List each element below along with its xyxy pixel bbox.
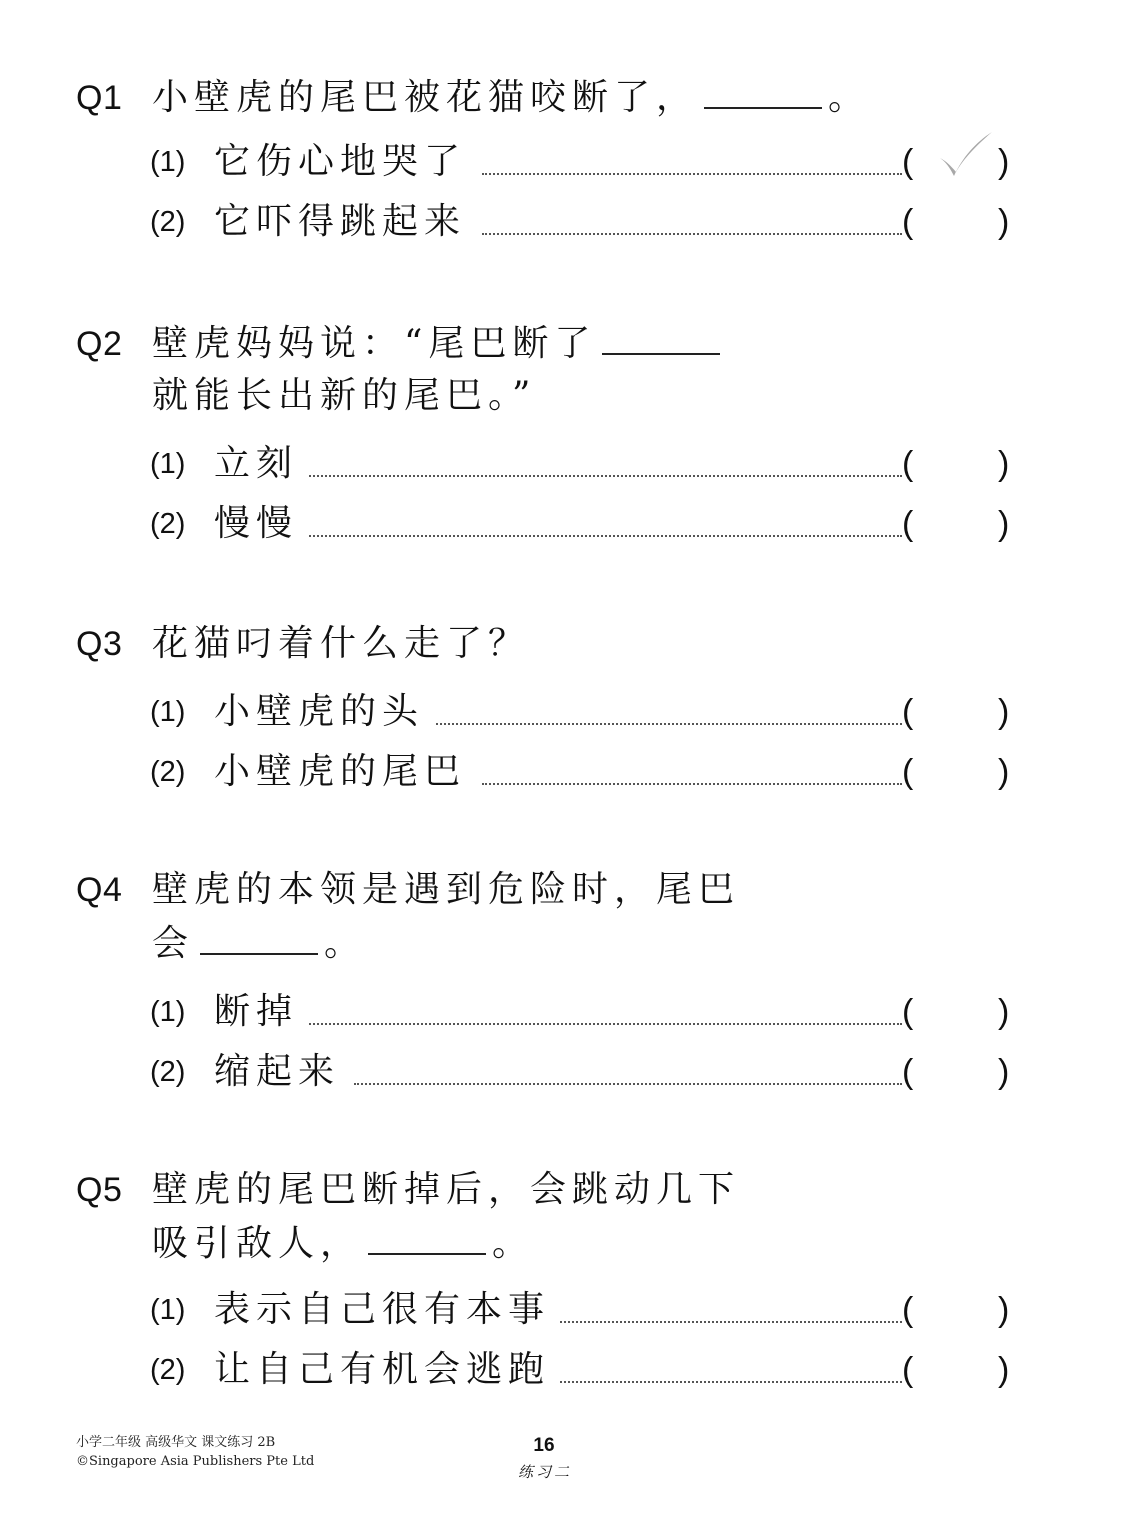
dotted-leader [354,1083,902,1085]
dotted-leader [302,535,902,537]
option-row[interactable] [150,502,1020,546]
option-number: (1) [150,1294,186,1326]
answer-paren-right: ) [998,445,1010,483]
answer-paren-left: ( [902,505,914,543]
fill-blank [368,1223,486,1255]
question-stem-line2: 吸引敌人， 。 [152,1223,529,1264]
option-number: (1) [150,996,186,1028]
dotted-leader [302,475,902,477]
question-stem-line2: 就能长出新的尾巴。” [152,375,537,416]
dotted-leader [432,723,902,725]
answer-paren-right: ) [998,203,1010,241]
option-number: (2) [150,206,186,238]
option-text: 小壁虎的尾巴 [214,750,476,794]
option-row[interactable] [150,690,1020,734]
question-stem: 壁虎妈妈说：“尾巴断了 [152,322,726,366]
answer-paren-left: ( [902,1053,914,1091]
fill-blank [704,77,822,109]
dotted-leader [482,233,902,235]
option-row[interactable] [150,140,1020,184]
question-number: Q1 [76,79,123,117]
question-number: Q3 [76,625,123,663]
answer-paren-right: ) [998,505,1010,543]
option-number: (1) [150,696,186,728]
answer-paren-right: ) [998,1351,1010,1389]
question-stem-line2: 会 。 [152,923,361,964]
question-stem: 壁虎的本领是遇到危险时，尾巴 [152,869,741,910]
dotted-leader [482,173,902,175]
option-text: 表示自己很有本事 [214,1288,560,1332]
option-number: (2) [150,1056,186,1088]
check-mark-icon [936,128,996,184]
option-text: 小壁虎的头 [214,690,434,734]
answer-paren-left: ( [902,203,914,241]
dotted-leader [482,783,902,785]
answer-paren-left: ( [902,753,914,791]
answer-paren-right: ) [998,753,1010,791]
question-stem: 壁虎的尾巴断掉后，会跳动几下 [152,1169,741,1210]
option-row[interactable] [150,750,1020,794]
option-row[interactable] [150,1348,1020,1392]
option-text: 它吓得跳起来 [214,200,476,244]
option-number: (2) [150,508,186,540]
option-number: (1) [150,448,186,480]
option-text: 让自己有机会逃跑 [214,1348,560,1392]
option-number: (2) [150,756,186,788]
fill-blank [200,923,318,955]
question-number: Q4 [76,871,123,909]
answer-paren-left: ( [902,693,914,731]
question-number: Q5 [76,1171,123,1209]
option-row[interactable] [150,200,1020,244]
answer-paren-right: ) [998,1291,1010,1329]
answer-paren-right: ) [998,143,1010,181]
question-stem: 小壁虎的尾巴被花猫咬断了， 。 [152,77,865,118]
option-row[interactable] [150,1288,1020,1332]
option-text: 立刻 [214,442,308,486]
answer-paren-right: ) [998,1053,1010,1091]
answer-paren-left: ( [902,1351,914,1389]
option-number: (1) [150,146,186,178]
answer-paren-left: ( [902,143,914,181]
page-number: 16 [533,1435,555,1456]
option-text: 断掉 [214,990,308,1034]
section-label: 练习二 [517,1463,572,1481]
copyright-notice: ©Singapore Asia Publishers Pte Ltd [76,1454,315,1469]
option-text: 它伤心地哭了 [214,140,476,184]
dotted-leader [552,1321,902,1323]
answer-paren-right: ) [998,693,1010,731]
option-row[interactable] [150,990,1020,1034]
option-row[interactable] [150,442,1020,486]
answer-paren-left: ( [902,445,914,483]
question-stem: 花猫叼着什么走了？ [152,623,531,664]
dotted-leader [552,1381,902,1383]
answer-paren-left: ( [902,993,914,1031]
question-number: Q2 [76,325,123,363]
answer-paren-right: ) [998,993,1010,1031]
option-text: 慢慢 [214,502,308,546]
footer-book-info [76,1433,314,1471]
option-number: (2) [150,1354,186,1386]
book-title: 小学二年级 高级华文 课文练习 2B [76,1435,276,1450]
fill-blank [602,323,720,355]
option-text: 缩起来 [214,1050,350,1094]
dotted-leader [302,1023,902,1025]
answer-paren-left: ( [902,1291,914,1329]
option-row[interactable] [150,1050,1020,1094]
